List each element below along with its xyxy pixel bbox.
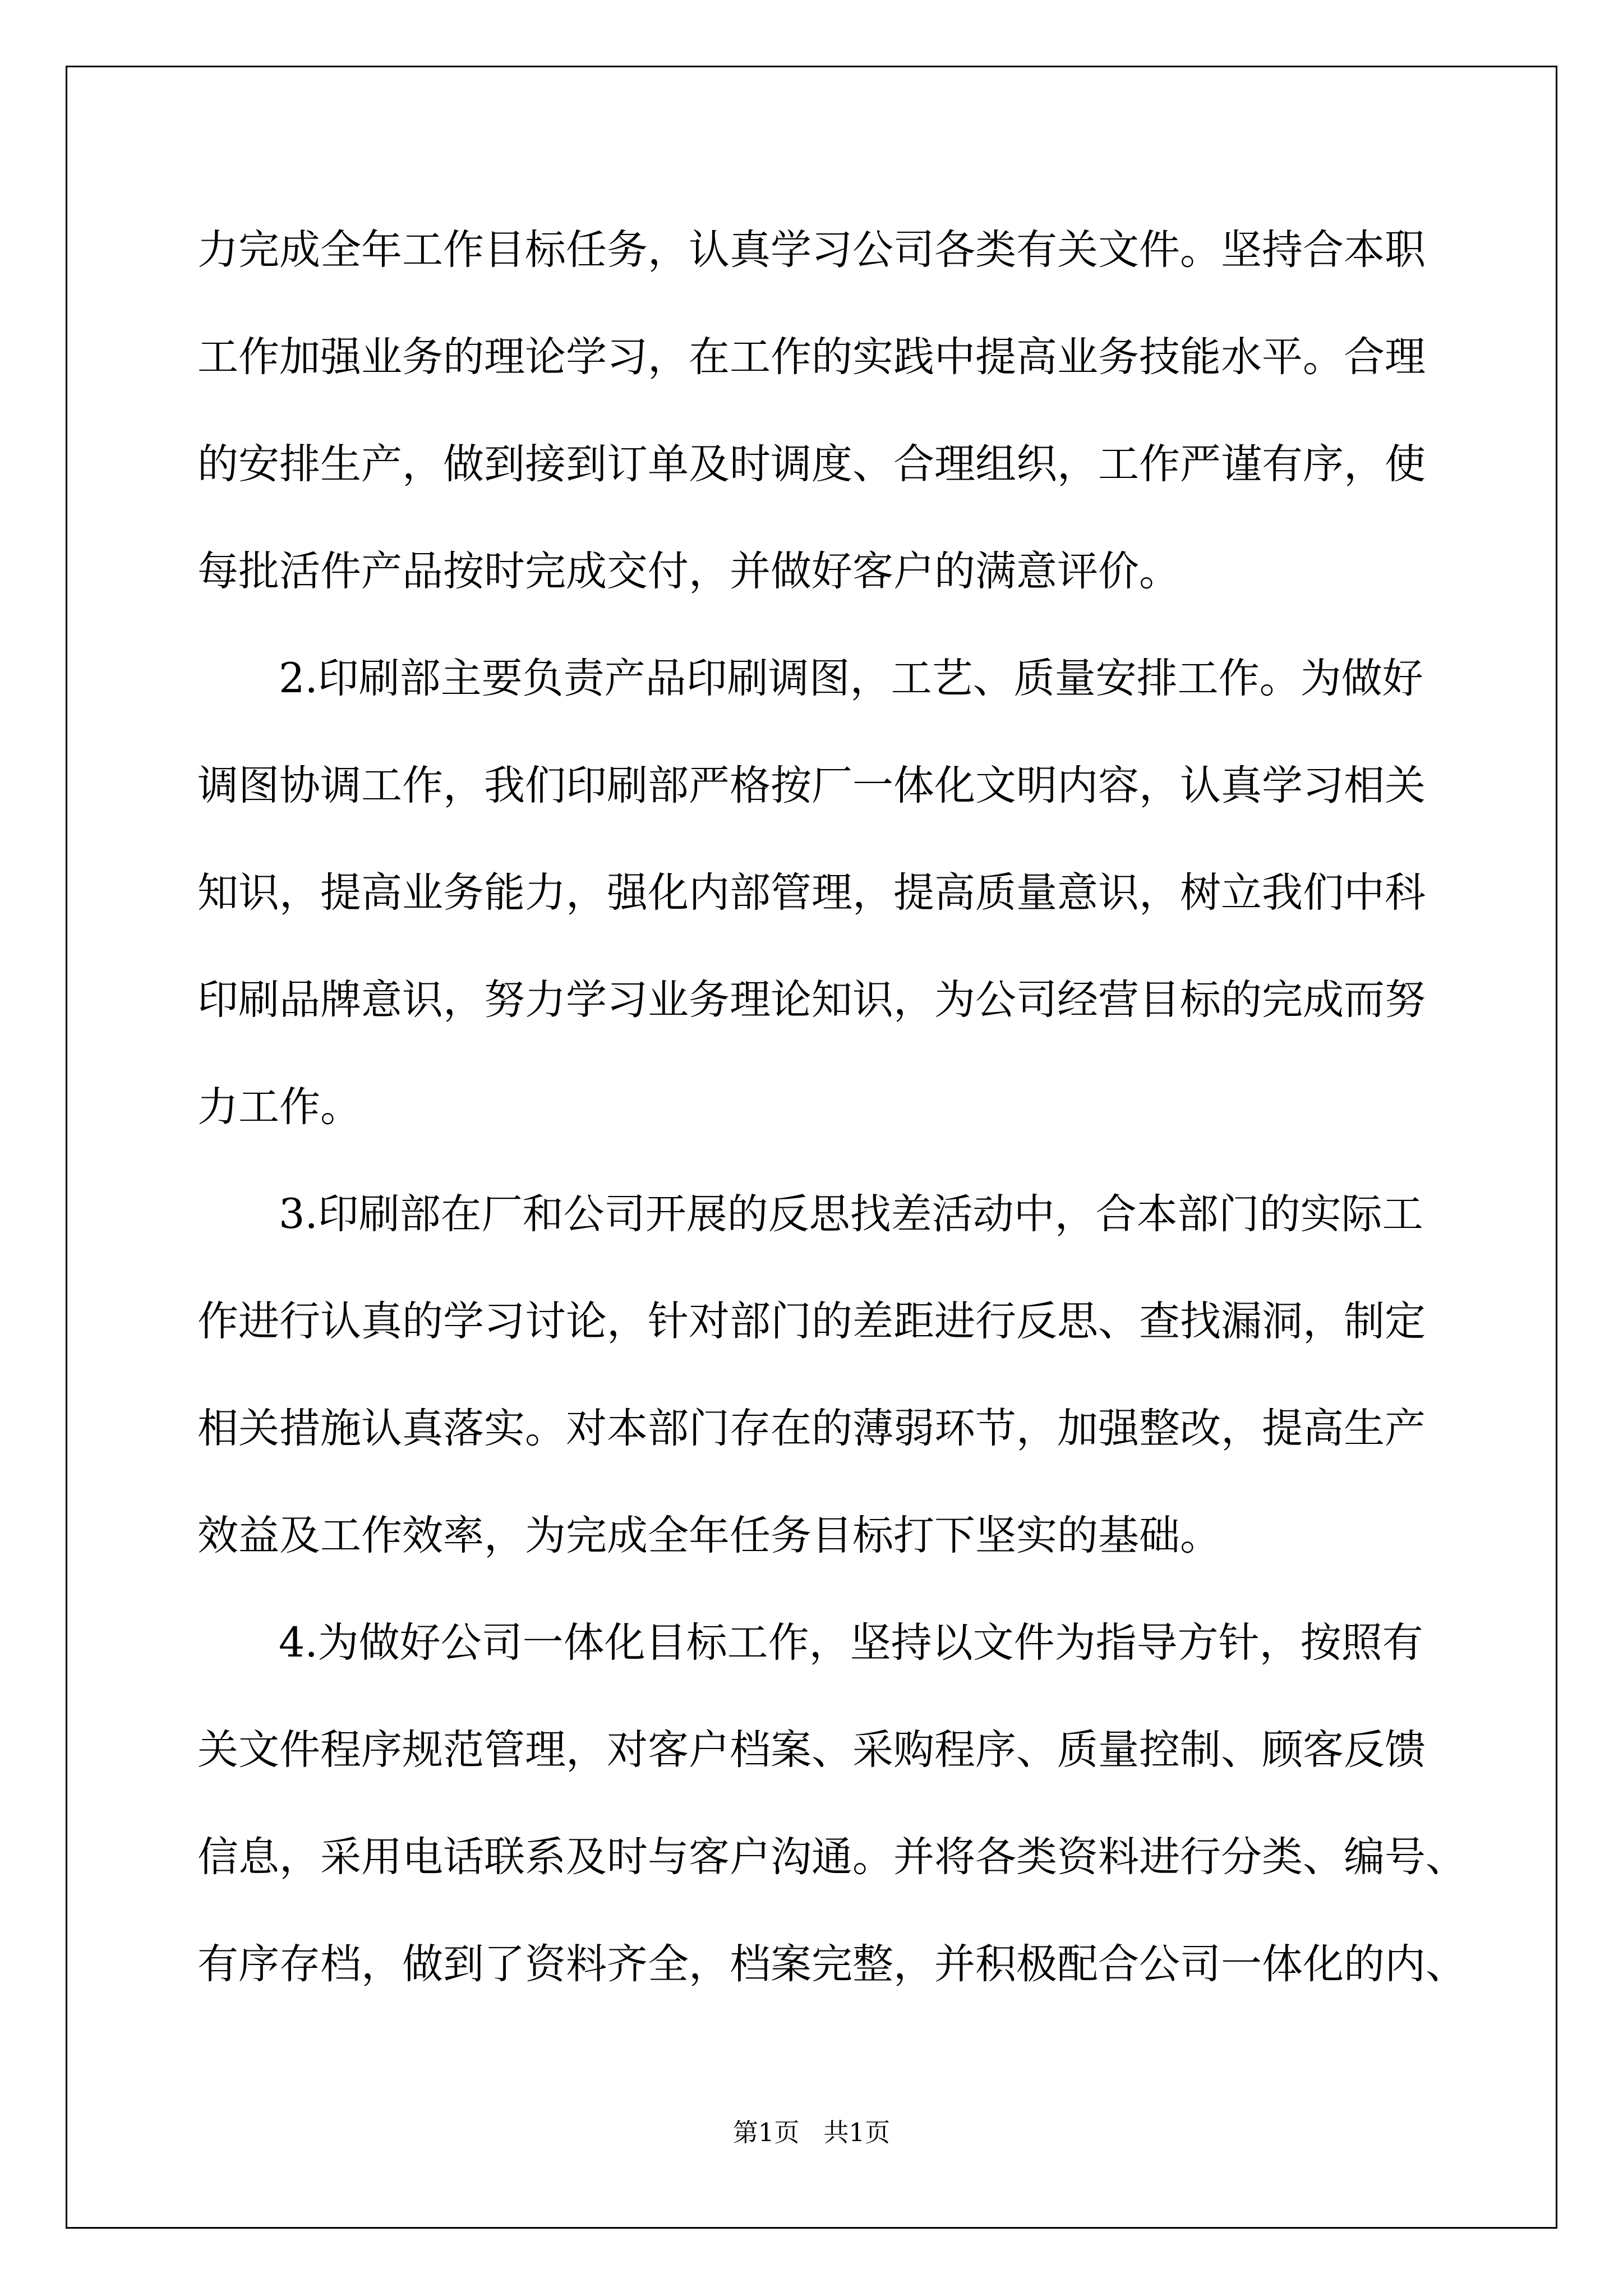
page-footer: 第1页 共1页	[732, 2118, 891, 2147]
text-line: 力工作。	[197, 1083, 361, 1131]
text-line: 作进行认真的学习讨论，针对部门的差距进行反思、查找漏洞，制定	[197, 1297, 1426, 1345]
text-line: 的安排生产，做到接到订单及时调度、合理组织，工作严谨有序，使	[197, 440, 1426, 488]
text-line: 信息，采用电话联系及时与客户沟通。并将各类资料进行分类、编号、	[197, 1833, 1467, 1881]
text-line: 3.印刷部在厂和公司开展的反思找差活动中，合本部门的实际工	[279, 1190, 1423, 1238]
text-line: 工作加强业务的理论学习，在工作的实践中提高业务技能水平。合理	[197, 333, 1426, 381]
text-line: 相关措施认真落实。对本部门存在的薄弱环节，加强整改，提高生产	[197, 1405, 1426, 1452]
text-line: 2.印刷部主要负责产品印刷调图，工艺、质量安排工作。为做好	[279, 655, 1423, 702]
text-line: 调图协调工作，我们印刷部严格按厂一体化文明内容，认真学习相关	[197, 762, 1426, 809]
text-line: 关文件程序规范管理，对客户档案、采购程序、质量控制、顾客反馈	[197, 1726, 1426, 1774]
page-border	[66, 66, 1557, 2229]
text-line: 4.为做好公司一体化目标工作，坚持以文件为指导方针，按照有	[279, 1619, 1423, 1667]
text-line: 每批活件产品按时完成交付，并做好客户的满意评价。	[197, 547, 1180, 595]
text-line: 效益及工作效率，为完成全年任务目标打下坚实的基础。	[197, 1512, 1221, 1559]
text-line: 力完成全年工作目标任务，认真学习公司各类有关文件。坚持合本职	[197, 226, 1426, 274]
text-line: 印刷品牌意识，努力学习业务理论知识，为公司经营目标的完成而努	[197, 976, 1426, 1024]
text-line: 有序存档，做到了资料齐全，档案完整，并积极配合公司一体化的内、	[197, 1940, 1467, 1988]
text-line: 知识，提高业务能力，强化内部管理，提高质量意识，树立我们中科	[197, 869, 1426, 917]
